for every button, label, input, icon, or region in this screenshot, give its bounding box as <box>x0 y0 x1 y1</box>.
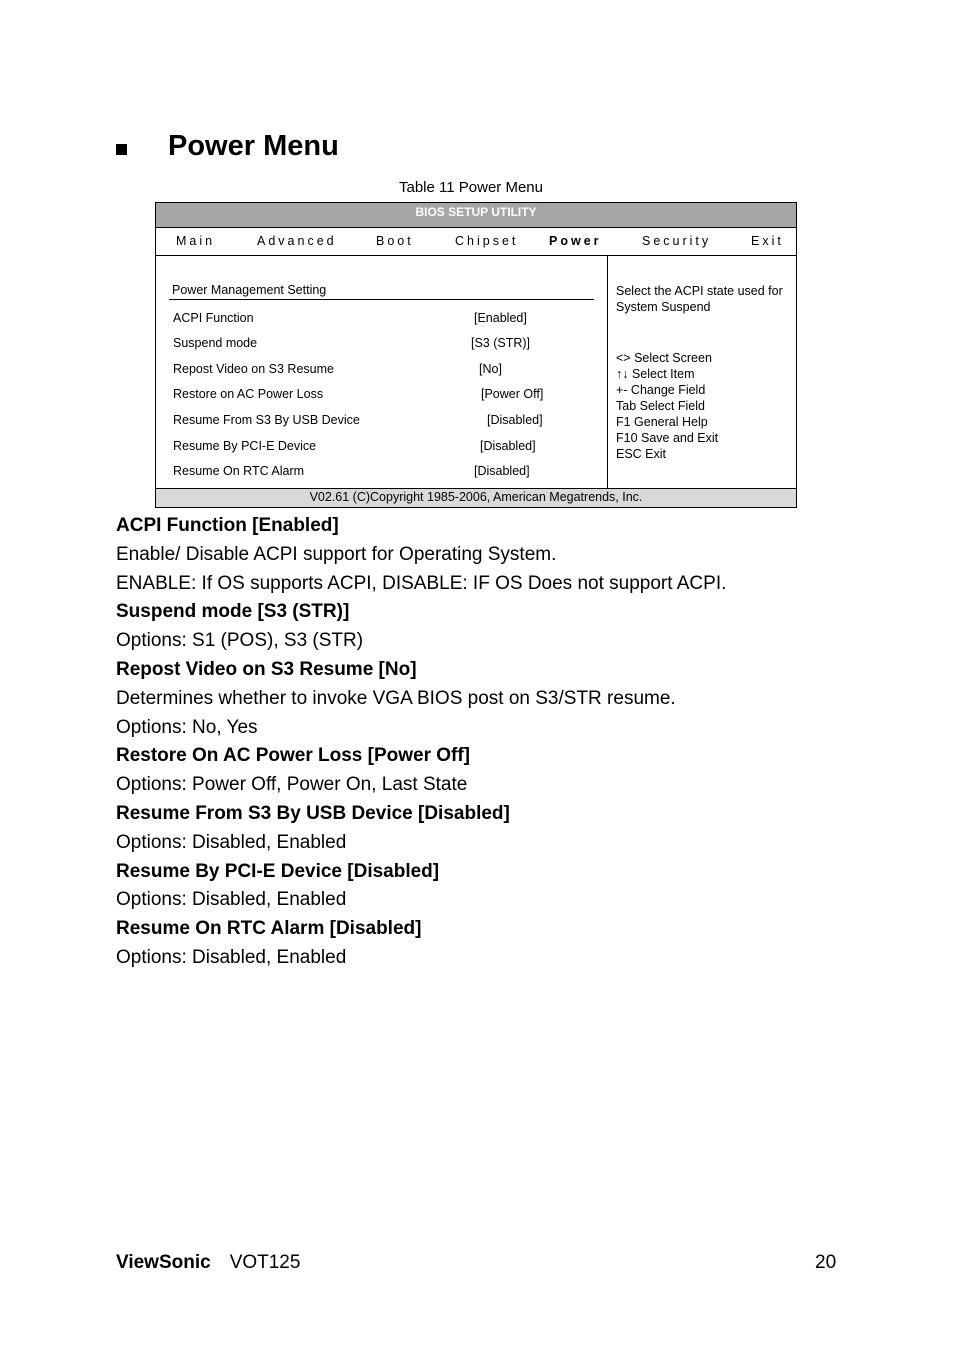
section-heading <box>116 126 339 166</box>
option-text: Determines whether to invoke VGA BIOS post on S3/STR resume. <box>116 687 676 709</box>
key-hint: +- Change Field <box>616 383 706 397</box>
setting-label: ACPI Function <box>173 311 254 325</box>
option-text: Enable/ Disable ACPI support for Operating System. <box>116 543 557 565</box>
option-heading: Suspend mode [S3 (STR)] <box>116 601 350 623</box>
tab-exit[interactable]: Exit <box>751 234 784 248</box>
setting-label: Resume From S3 By USB Device <box>173 413 360 427</box>
option-text: Options: Disabled, Enabled <box>116 831 347 853</box>
option-heading: Resume By PCI-E Device [Disabled] <box>116 860 440 882</box>
tab-security[interactable]: Security <box>642 234 712 248</box>
square-bullet-icon <box>116 144 127 155</box>
option-heading: ACPI Function [Enabled] <box>116 515 339 536</box>
key-hint: Tab Select Field <box>616 399 705 413</box>
option-heading: Repost Video on S3 Resume [No] <box>116 658 417 680</box>
page-footer <box>116 1252 300 1274</box>
tab-boot[interactable]: Boot <box>376 234 414 248</box>
heading-title: Power Menu <box>168 129 339 162</box>
bios-screenshot <box>155 202 797 508</box>
setting-label: Resume By PCI-E Device <box>173 439 317 453</box>
key-hint: F10 Save and Exit <box>616 431 719 445</box>
key-hint: ESC Exit <box>616 447 667 461</box>
table-caption: Table 11 Power Menu <box>399 179 543 196</box>
setting-value[interactable]: [Disabled] <box>487 413 543 427</box>
setting-label: Suspend mode <box>173 336 258 350</box>
bios-body <box>156 256 796 489</box>
option-heading: Restore On AC Power Loss [Power Off] <box>116 745 471 767</box>
option-text: Options: Disabled, Enabled <box>116 889 347 911</box>
tab-main[interactable]: Main <box>176 234 216 248</box>
setting-value[interactable]: [Enabled] <box>474 311 527 325</box>
page-number: 20 <box>815 1252 837 1273</box>
setting-label: Repost Video on S3 Resume <box>173 362 334 376</box>
setting-value[interactable]: [Power Off] <box>481 387 544 401</box>
option-descriptions <box>116 512 876 973</box>
key-legend <box>616 350 718 462</box>
section-divider <box>169 299 594 300</box>
bios-title-bar: BIOS SETUP UTILITY <box>156 203 796 228</box>
option-heading: Resume On RTC Alarm [Disabled] <box>116 918 422 940</box>
option-text: Options: S1 (POS), S3 (STR) <box>116 630 364 652</box>
option-heading: Resume From S3 By USB Device [Disabled] <box>116 802 510 824</box>
bios-tab-bar <box>156 228 796 256</box>
tab-advanced[interactable]: Advanced <box>257 234 337 248</box>
setting-value[interactable]: [S3 (STR)] <box>471 336 531 350</box>
brand-name: ViewSonic <box>116 1252 211 1273</box>
key-hint: F1 General Help <box>616 415 708 429</box>
help-panel <box>608 256 796 489</box>
key-hint: ↑↓ Select Item <box>616 367 695 381</box>
setting-label: Restore on AC Power Loss <box>173 387 324 401</box>
settings-panel <box>156 256 608 489</box>
setting-value[interactable]: [Disabled] <box>474 464 530 478</box>
key-hint: <> Select Screen <box>616 351 712 365</box>
setting-label: Resume On RTC Alarm <box>173 464 305 478</box>
bios-copyright: V02.61 (C)Copyright 1985-2006, American Megatrends, Inc. <box>156 488 796 507</box>
tab-chipset[interactable]: Chipset <box>455 234 519 248</box>
tab-power[interactable]: Power <box>549 234 602 248</box>
settings-section-title: Power Management Setting <box>172 283 327 297</box>
option-text: Options: No, Yes <box>116 716 258 738</box>
model-name: VOT125 <box>229 1252 301 1273</box>
setting-value[interactable]: [Disabled] <box>480 439 536 453</box>
help-description: Select the ACPI state used for System Suspend <box>616 284 783 314</box>
option-text: Options: Disabled, Enabled <box>116 946 347 968</box>
setting-value[interactable]: [No] <box>479 362 502 376</box>
option-text: ENABLE: If OS supports ACPI, DISABLE: IF OS Does not support ACPI. <box>116 572 727 594</box>
option-text: Options: Power Off, Power On, Last State <box>116 774 468 796</box>
